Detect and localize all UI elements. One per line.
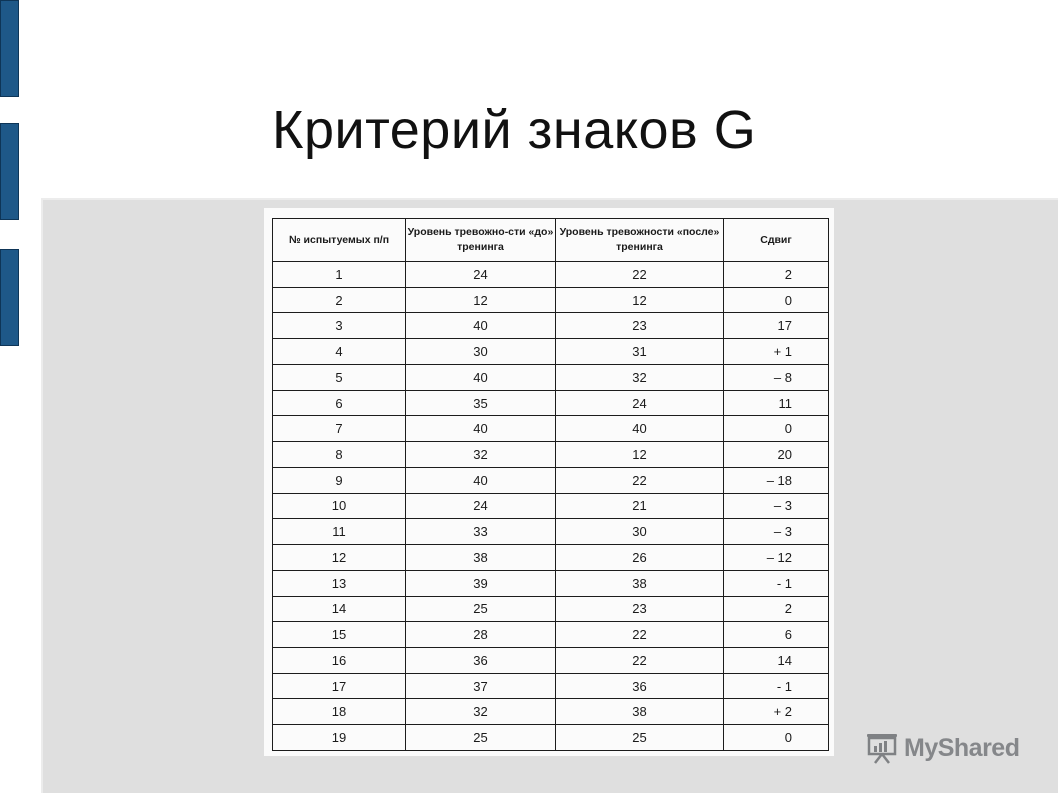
cell-shift: 2	[724, 262, 829, 288]
table-row	[273, 364, 829, 390]
cell-anxiety-before: 38	[406, 545, 556, 571]
cell-anxiety-after: 12	[556, 287, 724, 313]
cell-subject-number: 5	[273, 364, 406, 390]
cell-shift: - 1	[724, 673, 829, 699]
projector-screen-icon	[865, 731, 899, 765]
cell-anxiety-before: 30	[406, 339, 556, 365]
cell-anxiety-before: 36	[406, 648, 556, 674]
table-row	[273, 622, 829, 648]
cell-anxiety-before: 39	[406, 570, 556, 596]
cell-anxiety-before: 12	[406, 287, 556, 313]
cell-shift: – 18	[724, 467, 829, 493]
table-row	[273, 442, 829, 468]
cell-anxiety-before: 40	[406, 364, 556, 390]
cell-shift: 0	[724, 287, 829, 313]
cell-anxiety-before: 40	[406, 467, 556, 493]
cell-shift: – 8	[724, 364, 829, 390]
cell-shift: – 12	[724, 545, 829, 571]
cell-anxiety-after: 22	[556, 467, 724, 493]
cell-anxiety-before: 35	[406, 390, 556, 416]
cell-shift: + 2	[724, 699, 829, 725]
header-anxiety-after: Уровень тревожности «после» тренинга	[556, 219, 724, 262]
accent-bar-top	[0, 0, 19, 97]
cell-shift: 6	[724, 622, 829, 648]
cell-anxiety-before: 28	[406, 622, 556, 648]
cell-anxiety-after: 21	[556, 493, 724, 519]
cell-anxiety-after: 26	[556, 545, 724, 571]
table-row	[273, 570, 829, 596]
table-row	[273, 699, 829, 725]
header-subject-number: № испытуемых п/п	[273, 219, 406, 262]
cell-anxiety-after: 38	[556, 570, 724, 596]
table-row	[273, 648, 829, 674]
cell-anxiety-after: 12	[556, 442, 724, 468]
cell-anxiety-before: 40	[406, 416, 556, 442]
cell-anxiety-after: 23	[556, 596, 724, 622]
table-row	[273, 519, 829, 545]
table-row	[273, 287, 829, 313]
cell-subject-number: 16	[273, 648, 406, 674]
sign-test-table	[272, 218, 829, 751]
watermark-text: MyShared	[904, 733, 1020, 762]
table-row	[273, 416, 829, 442]
cell-shift: 17	[724, 313, 829, 339]
cell-anxiety-before: 32	[406, 442, 556, 468]
table-row	[273, 545, 829, 571]
table-row	[273, 725, 829, 751]
cell-anxiety-before: 25	[406, 725, 556, 751]
table-row	[273, 262, 829, 288]
cell-anxiety-after: 24	[556, 390, 724, 416]
cell-anxiety-after: 31	[556, 339, 724, 365]
cell-subject-number: 6	[273, 390, 406, 416]
cell-subject-number: 10	[273, 493, 406, 519]
cell-anxiety-before: 24	[406, 493, 556, 519]
table-figure	[264, 208, 834, 756]
cell-subject-number: 14	[273, 596, 406, 622]
header-anxiety-before: Уровень тревожно-сти «до» тренинга	[406, 219, 556, 262]
cell-shift: + 1	[724, 339, 829, 365]
table-row	[273, 339, 829, 365]
cell-subject-number: 7	[273, 416, 406, 442]
slide-title: Критерий знаков G	[272, 100, 757, 160]
cell-shift: 11	[724, 390, 829, 416]
header-shift: Сдвиг	[724, 219, 829, 262]
accent-bar-bottom	[0, 249, 19, 346]
cell-anxiety-after: 40	[556, 416, 724, 442]
table-row	[273, 313, 829, 339]
cell-subject-number: 12	[273, 545, 406, 571]
cell-shift: – 3	[724, 519, 829, 545]
cell-anxiety-before: 32	[406, 699, 556, 725]
cell-anxiety-after: 36	[556, 673, 724, 699]
cell-subject-number: 8	[273, 442, 406, 468]
accent-bar-middle	[0, 123, 19, 220]
cell-subject-number: 19	[273, 725, 406, 751]
cell-anxiety-before: 25	[406, 596, 556, 622]
cell-shift: 0	[724, 416, 829, 442]
cell-shift: 0	[724, 725, 829, 751]
cell-anxiety-after: 23	[556, 313, 724, 339]
cell-anxiety-after: 22	[556, 648, 724, 674]
cell-anxiety-after: 38	[556, 699, 724, 725]
cell-subject-number: 3	[273, 313, 406, 339]
cell-anxiety-before: 33	[406, 519, 556, 545]
cell-subject-number: 15	[273, 622, 406, 648]
watermark	[865, 730, 1019, 766]
table-body	[273, 262, 829, 751]
cell-anxiety-after: 22	[556, 622, 724, 648]
cell-subject-number: 18	[273, 699, 406, 725]
cell-anxiety-after: 30	[556, 519, 724, 545]
cell-shift: 14	[724, 648, 829, 674]
cell-subject-number: 2	[273, 287, 406, 313]
cell-subject-number: 4	[273, 339, 406, 365]
cell-anxiety-after: 22	[556, 262, 724, 288]
cell-subject-number: 11	[273, 519, 406, 545]
cell-anxiety-before: 24	[406, 262, 556, 288]
cell-subject-number: 17	[273, 673, 406, 699]
table-row	[273, 673, 829, 699]
cell-anxiety-before: 40	[406, 313, 556, 339]
cell-anxiety-after: 32	[556, 364, 724, 390]
cell-subject-number: 1	[273, 262, 406, 288]
table-header-row	[273, 219, 829, 262]
table-row	[273, 467, 829, 493]
cell-anxiety-after: 25	[556, 725, 724, 751]
cell-shift: - 1	[724, 570, 829, 596]
table-row	[273, 596, 829, 622]
cell-anxiety-before: 37	[406, 673, 556, 699]
cell-subject-number: 9	[273, 467, 406, 493]
table-row	[273, 390, 829, 416]
cell-shift: 20	[724, 442, 829, 468]
cell-shift: 2	[724, 596, 829, 622]
cell-subject-number: 13	[273, 570, 406, 596]
cell-shift: – 3	[724, 493, 829, 519]
table-row	[273, 493, 829, 519]
